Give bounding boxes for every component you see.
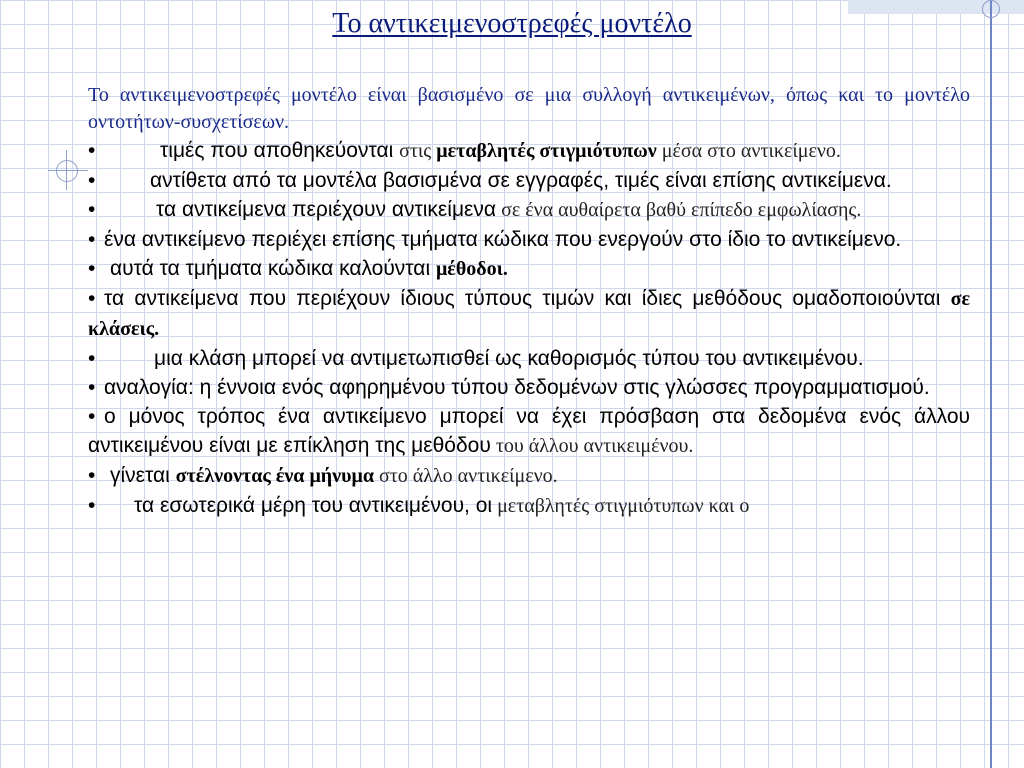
bullet-text: αντίθετα από τα μοντέλα βασισμένα σε εγγραφές, τιμές είναι επίσης αντικείμενα.	[150, 169, 892, 192]
bullet-icon: •	[88, 139, 96, 162]
bullet-text: τιμές που αποθηκεύονται	[160, 139, 400, 162]
bullet-text: αναλογία: η έννοια ενός αφηρημένου τύπου δεδομένων στις γλώσσες προγραμματισμού.	[104, 376, 930, 399]
bullet-icon: •	[88, 376, 96, 399]
bullet-text-serif: μεταβλητές στιγμιότυπων και ο	[492, 495, 750, 517]
bullet-icon: •	[88, 464, 96, 487]
bullet-text-serif: στο άλλο αντικείμενο.	[373, 465, 558, 487]
list-item	[88, 491, 970, 521]
list-item	[88, 225, 970, 254]
list-item	[88, 136, 970, 166]
bullet-icon: •	[88, 287, 96, 310]
bullet-text: αυτά τα τμήματα κώδικα καλούνται	[110, 257, 436, 280]
bullet-text: τα εσωτερικά μέρη του αντικειμένου, οι	[134, 494, 493, 517]
bullet-text-bold: μεταβλητές στιγμιότυπων	[436, 140, 657, 162]
bullet-text-bold: μέθοδοι.	[435, 258, 508, 280]
bullet-text-serif: στις	[399, 140, 437, 162]
bullet-text: ο μόνος τρόπος ένα αντικείμενο μπορεί να έχει πρόσβαση στα δεδομένα ενός άλλου αντικειμένου είναι με επίκληση της μεθόδου	[88, 405, 970, 457]
bullet-icon: •	[88, 494, 96, 517]
bullet-text-bold: στέλνοντας ένα μήνυμα	[175, 465, 374, 487]
bullet-text: γίνεται	[110, 464, 176, 487]
bullet-text: μια κλάση μπορεί να αντιμετωπισθεί ως καθορισμός τύπου του αντικειμένου.	[154, 347, 864, 370]
slide-title: Το αντικειμενοστρεφές μοντέλο	[332, 8, 692, 39]
list-item	[88, 254, 970, 284]
intro-paragraph: Το αντικειμενοστρεφές μοντέλο είναι βασισμένο σε μια συλλογή αντικειμένων, όπως και το μοντέλο οντοτήτων-συσχετίσεων.	[88, 84, 970, 133]
list-item	[88, 402, 970, 461]
bullet-list	[88, 136, 970, 521]
list-item	[88, 373, 970, 402]
bullet-text-serif: μέσα στο αντικείμενο.	[656, 140, 841, 162]
bullet-icon: •	[88, 347, 96, 370]
list-item	[88, 344, 970, 373]
decorative-vertical-line	[990, 0, 992, 768]
bullet-icon: •	[88, 169, 96, 192]
slide-content	[88, 82, 970, 521]
decorative-circle	[56, 160, 78, 182]
bullet-icon: •	[88, 198, 96, 221]
bullet-icon: •	[88, 228, 96, 251]
list-item	[88, 284, 970, 344]
bullet-text: τα αντικείμενα περιέχουν αντικείμενα	[156, 198, 497, 221]
bullet-text: ένα αντικείμενο περιέχει επίσης τμήματα κώδικα που ενεργούν στο ίδιο το αντικείμενο.	[104, 228, 902, 251]
list-item	[88, 195, 970, 225]
bullet-text-serif: σε ένα αυθαίρετα βαθύ επίπεδο εμφωλίασης.	[496, 199, 862, 221]
bullet-text-serif: του άλλου αντικειμένου.	[490, 435, 694, 457]
list-item	[88, 461, 970, 491]
bullet-icon: •	[88, 257, 96, 280]
list-item	[88, 166, 970, 195]
bullet-text-bold: σε κλάσεις.	[88, 288, 970, 340]
bullet-text: τα αντικείμενα που περιέχουν ίδιους τύπους τιμών και ίδιες μεθόδους ομαδοποιούνται	[104, 287, 951, 310]
bullet-icon: •	[88, 405, 96, 428]
